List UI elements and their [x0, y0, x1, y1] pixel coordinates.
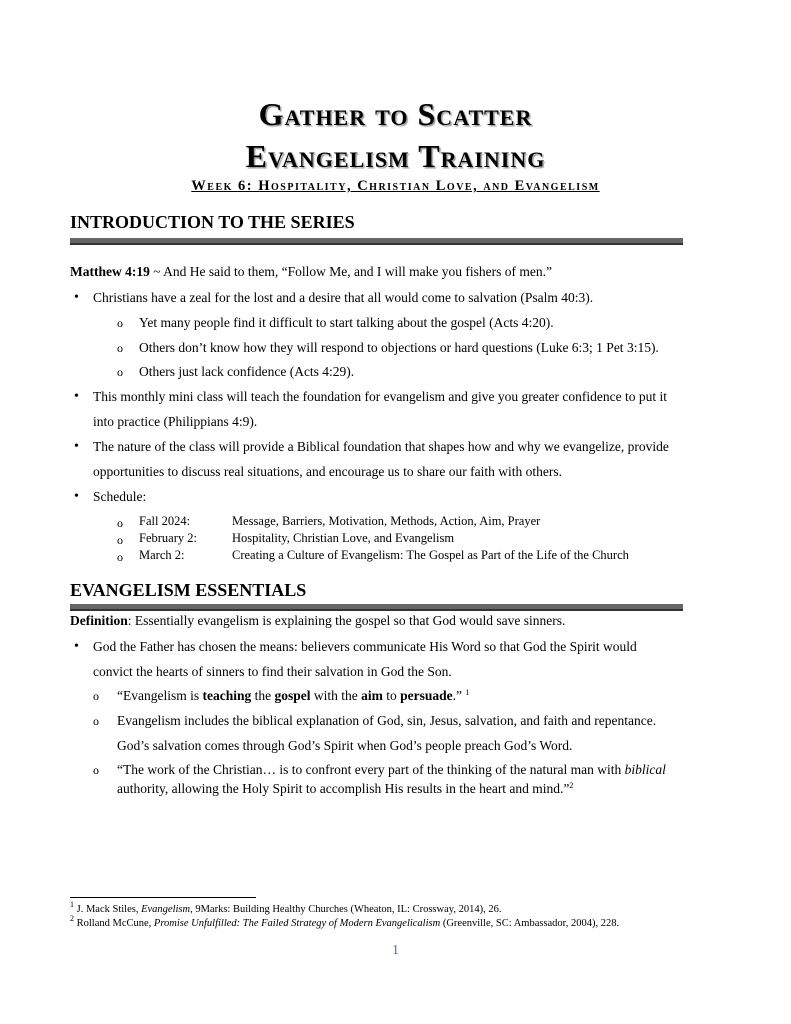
footnote-number: 2	[70, 914, 74, 923]
sub-list-item: Yet many people find it difficult to start talking about the gospel (Acts 4:20).	[139, 315, 554, 330]
footnote-separator	[70, 897, 256, 898]
list-item-continuation: convict the hearts of sinners to find their salvation in God the Son.	[93, 664, 452, 679]
italic-word: biblical	[624, 762, 666, 777]
quote-evangelism-definition	[117, 688, 469, 704]
document-title-line2: Evangelism Training	[245, 138, 546, 174]
circle-bullet-icon: o	[93, 714, 99, 728]
quote-continuation	[117, 781, 573, 797]
list-item-continuation: into practice (Philippians 4:9).	[93, 414, 258, 429]
footnote-1	[70, 900, 502, 915]
quote-text: .”	[452, 688, 463, 703]
quote-text: “Evangelism is	[117, 688, 203, 703]
circle-bullet-icon: o	[93, 689, 99, 703]
verse-line	[70, 264, 552, 280]
schedule-topic: Message, Barriers, Motivation, Methods, Action, Aim, Prayer	[232, 514, 541, 528]
section-divider	[70, 604, 683, 611]
section-heading-essentials: EVANGELISM ESSENTIALS	[70, 580, 307, 600]
circle-bullet-icon: o	[117, 533, 123, 547]
footnote-ref[interactable]: 1	[465, 688, 470, 697]
footnote-title: Evangelism,	[141, 904, 193, 915]
sub-list-item: Others don’t know how they will respond to objections or hard questions (Luke 6:3; 1 Pet 3:15).	[139, 340, 659, 355]
bullet-icon: •	[74, 639, 79, 654]
quote-work-of-christian	[117, 762, 666, 778]
circle-bullet-icon: o	[117, 341, 123, 355]
bullet-icon: •	[74, 389, 79, 404]
bullet-icon: •	[74, 489, 79, 504]
emphasis-word: persuade	[400, 688, 453, 703]
schedule-date: Fall 2024:	[139, 514, 191, 528]
document-subtitle: Week 6: Hospitality, Christian Love, and Evangelism	[191, 178, 600, 194]
footnote-text: Rolland McCune,	[74, 918, 154, 929]
section-divider	[70, 238, 683, 245]
footnote-text: 9Marks: Building Healthy Churches (Wheaton, IL: Crossway, 2014), 26.	[192, 904, 502, 915]
sub-list-item-continuation: God’s salvation comes through God’s Spirit when God’s people preach God’s Word.	[117, 738, 573, 753]
schedule-date: March 2:	[139, 548, 185, 562]
document-title-line1: Gather to Scatter	[258, 96, 533, 132]
circle-bullet-icon: o	[117, 365, 123, 379]
schedule-topic: Creating a Culture of Evangelism: The Gospel as Part of the Life of the Church	[232, 548, 629, 562]
circle-bullet-icon: o	[117, 516, 123, 530]
verse-text: ~ And He said to them, “Follow Me, and I will make you fishers of men.”	[149, 264, 552, 279]
bullet-icon: •	[74, 290, 79, 305]
definition-text: : Essentially evangelism is explaining the gospel so that God would save sinners.	[127, 613, 566, 628]
footnote-title: Promise Unfulfilled: The Failed Strategy of Modern Evangelicalism	[153, 918, 441, 929]
circle-bullet-icon: o	[93, 763, 99, 777]
definition-label: Definition	[70, 613, 128, 628]
footnote-text: (Greenville, SC: Ambassador, 2004), 228.	[440, 918, 620, 929]
sub-list-item: Others just lack confidence (Acts 4:29).	[139, 364, 355, 379]
footnote-text: J. Mack Stiles,	[74, 904, 142, 915]
footnote-number: 1	[70, 900, 74, 909]
definition-line	[70, 613, 565, 629]
circle-bullet-icon: o	[117, 316, 123, 330]
quote-text: authority, allowing the Holy Spirit to accomplish His results in the heart and mind.”	[117, 781, 570, 796]
circle-bullet-icon: o	[117, 550, 123, 564]
section-heading-introduction: INTRODUCTION TO THE SERIES	[70, 212, 355, 232]
page-number: 1	[392, 943, 399, 958]
schedule-topic: Hospitality, Christian Love, and Evangelism	[232, 531, 455, 545]
sub-list-item: Evangelism includes the biblical explanation of God, sin, Jesus, salvation, and faith and repentance.	[117, 713, 657, 728]
list-item: Christians have a zeal for the lost and a desire that all would come to salvation (Psalm 40:3).	[93, 290, 594, 305]
emphasis-word: gospel	[274, 688, 311, 703]
footnote-2	[70, 914, 620, 929]
emphasis-word: teaching	[202, 688, 252, 703]
quote-text: the	[251, 688, 275, 703]
list-item: Schedule:	[93, 489, 147, 504]
bullet-icon: •	[74, 439, 79, 454]
list-item: The nature of the class will provide a Biblical foundation that shapes how and why we evangelize, provide	[93, 439, 669, 454]
verse-reference: Matthew 4:19	[70, 264, 150, 279]
quote-text: to	[382, 688, 401, 703]
list-item: God the Father has chosen the means: believers communicate His Word so that God the Spirit would	[93, 639, 637, 654]
list-item-continuation: opportunities to discuss real situations, and encourage us to share our faith with others.	[93, 464, 563, 479]
quote-text: “The work of the Christian… is to confront every part of the thinking of the natural man with	[117, 762, 625, 777]
schedule-date: February 2:	[139, 531, 197, 545]
footnote-ref[interactable]: 2	[569, 781, 574, 790]
list-item: This monthly mini class will teach the foundation for evangelism and give you greater confidence to put it	[93, 389, 667, 404]
quote-text: with the	[310, 688, 362, 703]
emphasis-word: aim	[361, 688, 383, 703]
